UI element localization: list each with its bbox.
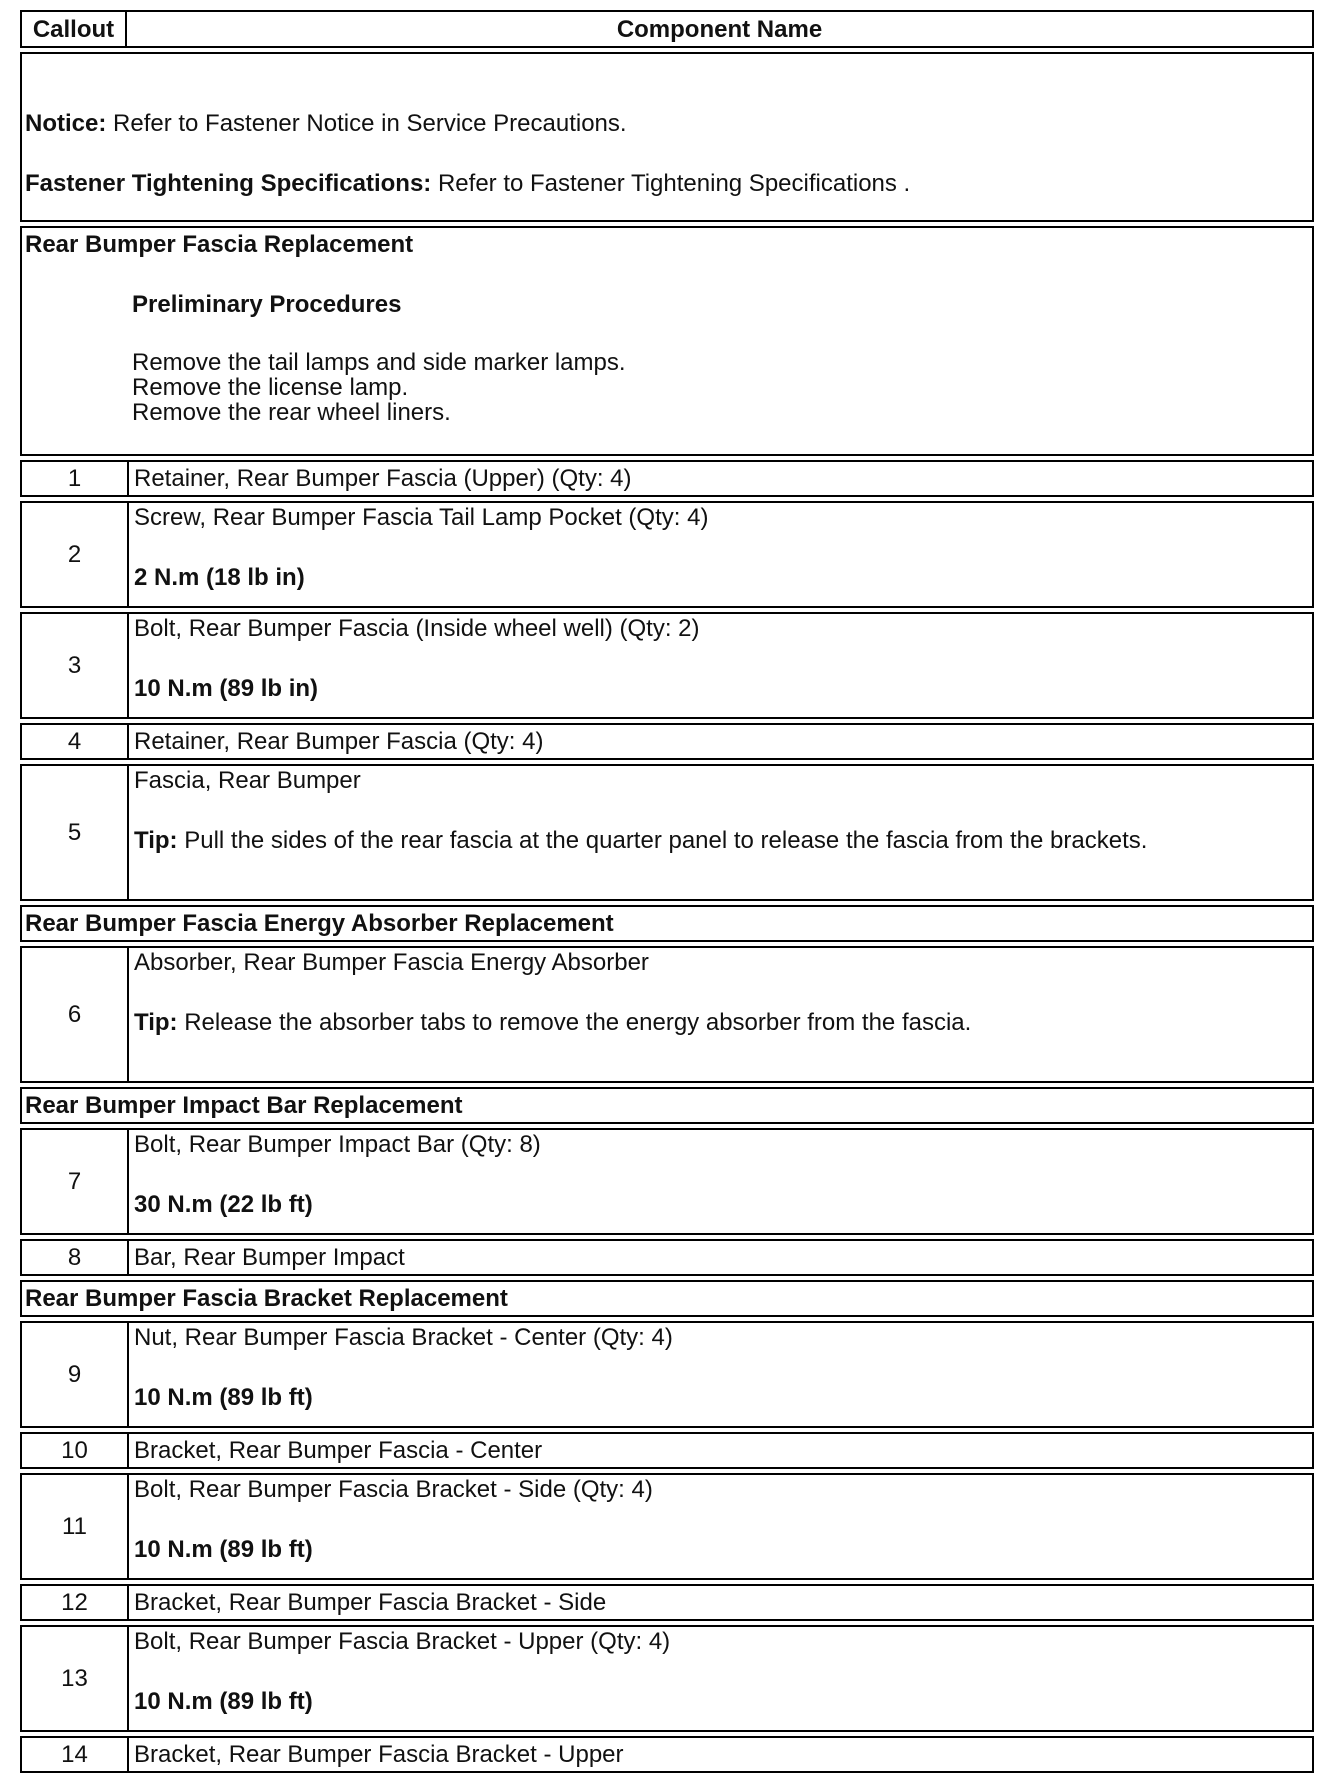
torque-spec: 10 N.m (89 lb in) xyxy=(134,675,319,702)
callout-number: 7 xyxy=(20,1128,127,1235)
component-name: Absorber, Rear Bumper Fascia Energy Absorber xyxy=(134,949,649,976)
component-name: Bracket, Rear Bumper Fascia - Center xyxy=(127,1432,1314,1469)
table-row xyxy=(20,460,1314,497)
table-header-row xyxy=(20,10,1314,48)
fastener-spec-label: Fastener Tightening Specifications: xyxy=(25,170,432,197)
torque-spec: 30 N.m (22 lb ft) xyxy=(134,1191,313,1218)
component-name: Bolt, Rear Bumper Impact Bar (Qty: 8) xyxy=(134,1131,541,1158)
callout-number: 5 xyxy=(20,764,127,901)
component-name: Retainer, Rear Bumper Fascia (Qty: 4) xyxy=(127,723,1314,760)
component-name: Bar, Rear Bumper Impact xyxy=(127,1239,1314,1276)
section-title: Rear Bumper Impact Bar Replacement xyxy=(20,1087,1314,1124)
table-row xyxy=(20,1625,1314,1732)
section-row xyxy=(20,226,1314,456)
callout-number: 4 xyxy=(20,723,127,760)
tip-label: Tip: xyxy=(134,827,178,854)
component-table xyxy=(20,6,1314,1777)
component-name: Bracket, Rear Bumper Fascia Bracket - Side xyxy=(127,1584,1314,1621)
table-row xyxy=(20,1239,1314,1276)
callout-number: 13 xyxy=(20,1625,127,1732)
fastener-spec-text: Refer to Fastener Tightening Specifications . xyxy=(431,170,911,197)
callout-number: 10 xyxy=(20,1432,127,1469)
callout-number: 3 xyxy=(20,612,127,719)
component-cell xyxy=(127,612,1314,719)
notice-row xyxy=(20,52,1314,222)
table-row xyxy=(20,723,1314,760)
section-title: Rear Bumper Fascia Energy Absorber Replacement xyxy=(20,905,1314,942)
component-name: Bolt, Rear Bumper Fascia Bracket - Upper (Qty: 4) xyxy=(134,1628,671,1655)
component-cell xyxy=(127,1321,1314,1428)
component-name: Screw, Rear Bumper Fascia Tail Lamp Pocket (Qty: 4) xyxy=(134,504,709,531)
notice-cell xyxy=(20,52,1314,222)
table-row xyxy=(20,1432,1314,1469)
section-title: Rear Bumper Fascia Replacement xyxy=(25,231,414,258)
callout-number: 6 xyxy=(20,946,127,1083)
component-name: Fascia, Rear Bumper xyxy=(134,767,361,794)
torque-spec: 10 N.m (89 lb ft) xyxy=(134,1384,313,1411)
component-cell xyxy=(127,1128,1314,1235)
component-name: Bracket, Rear Bumper Fascia Bracket - Upper xyxy=(127,1736,1314,1773)
table-row xyxy=(20,1128,1314,1235)
notice-label: Notice: xyxy=(25,110,107,137)
prelim-step: Remove the tail lamps and side marker lamps. xyxy=(132,349,626,376)
tip-text: Release the absorber tabs to remove the energy absorber from the fascia. xyxy=(177,1009,972,1036)
section-title: Rear Bumper Fascia Bracket Replacement xyxy=(20,1280,1314,1317)
torque-spec: 10 N.m (89 lb ft) xyxy=(134,1536,313,1563)
tip-label: Tip: xyxy=(134,1009,178,1036)
table-row xyxy=(20,1473,1314,1580)
component-name: Nut, Rear Bumper Fascia Bracket - Center (Qty: 4) xyxy=(134,1324,673,1351)
header-callout: Callout xyxy=(20,10,127,48)
table-row xyxy=(20,501,1314,608)
callout-number: 8 xyxy=(20,1239,127,1276)
tip-text: Pull the sides of the rear fascia at the quarter panel to release the fascia from the brackets. xyxy=(177,827,1148,854)
callout-number: 1 xyxy=(20,460,127,497)
preliminary-procedures-title: Preliminary Procedures xyxy=(132,291,402,318)
section-row xyxy=(20,1280,1314,1317)
torque-spec: 10 N.m (89 lb ft) xyxy=(134,1688,313,1715)
callout-number: 14 xyxy=(20,1736,127,1773)
component-cell xyxy=(127,1473,1314,1580)
prelim-step: Remove the license lamp. xyxy=(132,374,409,401)
section-row xyxy=(20,905,1314,942)
notice-text: Refer to Fastener Notice in Service Precautions. xyxy=(106,110,627,137)
callout-number: 12 xyxy=(20,1584,127,1621)
component-name: Bolt, Rear Bumper Fascia (Inside wheel well) (Qty: 2) xyxy=(134,615,700,642)
table-row xyxy=(20,1736,1314,1773)
callout-number: 9 xyxy=(20,1321,127,1428)
section-row xyxy=(20,1087,1314,1124)
component-name: Bolt, Rear Bumper Fascia Bracket - Side (Qty: 4) xyxy=(134,1476,653,1503)
header-component-name: Component Name xyxy=(127,10,1314,48)
callout-number: 2 xyxy=(20,501,127,608)
table-row xyxy=(20,946,1314,1083)
component-cell xyxy=(127,946,1314,1083)
table-row xyxy=(20,1321,1314,1428)
torque-spec: 2 N.m (18 lb in) xyxy=(134,564,305,591)
callout-number: 11 xyxy=(20,1473,127,1580)
component-name: Retainer, Rear Bumper Fascia (Upper) (Qty: 4) xyxy=(127,460,1314,497)
prelim-step: Remove the rear wheel liners. xyxy=(132,399,451,426)
component-cell xyxy=(127,764,1314,901)
section-fascia-replacement xyxy=(20,226,1314,456)
component-table-sheet xyxy=(20,10,1314,1777)
table-row xyxy=(20,764,1314,901)
component-cell xyxy=(127,501,1314,608)
component-cell xyxy=(127,1625,1314,1732)
table-row xyxy=(20,1584,1314,1621)
table-row xyxy=(20,612,1314,719)
